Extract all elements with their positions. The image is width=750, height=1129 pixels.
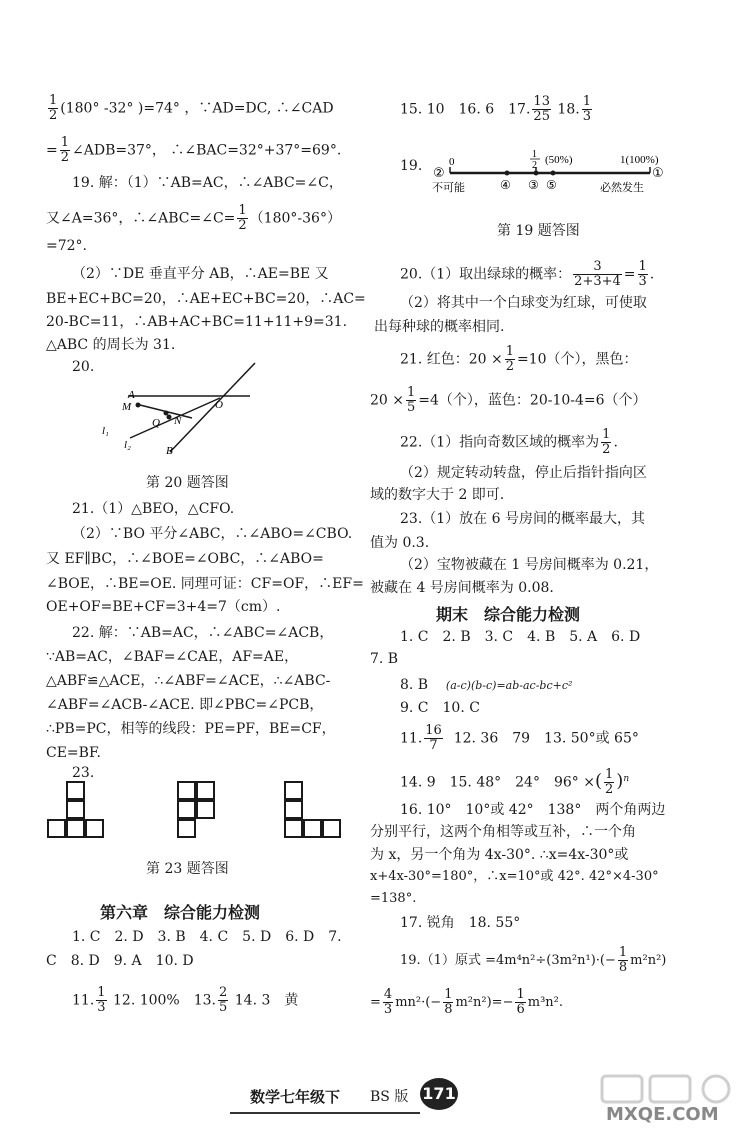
page-footer (230, 1078, 480, 1114)
line-l16: 22. 解：∵AB=AC，∴∠ABC=∠ACB， (72, 625, 334, 641)
nl-half-pct: (50%) (545, 154, 573, 166)
footer-book-title: 数学七年级下 (250, 1088, 341, 1106)
line-r17: 8. B (a-c)(b-c)=ab-ac-bc+c² (400, 677, 573, 693)
line-r8: 22.（1）指向奇数区域的概率为 $\frac{1}{2}$ . (400, 427, 618, 457)
fraction: $\frac{16}{7}$ (425, 723, 442, 753)
label-l1: l₁ (102, 425, 109, 437)
line-l9: △ABC 的周长为 31. (46, 337, 176, 353)
line-l15: OE+OF=BE+CF=3+4=7（cm）. (46, 599, 281, 615)
line-l19: ∠ABF=∠ACB-∠ACE. 即∠PBC=∠PCB， (46, 697, 324, 713)
line-l25: 11. $\frac{1}{3}$ 12. 100% 13. $\frac{2}{5}$ 14. 3 黄 (72, 985, 299, 1015)
line-r25: =138°. (370, 891, 417, 906)
line-l5: =72°. (46, 238, 87, 254)
line-l4: 又∠A=36°，∴∠ABC=∠C= $\frac{1}{2}$ （180°-36°） (46, 203, 341, 233)
line-r28: = $\frac{4}{3}$ mn²·(− $\frac{1}{8}$ m²n²)=− $\frac{1}{6}$ m³n². (370, 987, 564, 1017)
nl-marker-2: ② (433, 166, 445, 181)
fraction: $\frac{1}{5}$ (407, 385, 416, 415)
line-l12: （2）∵BO 平分∠ABC，∴∠ABO=∠CBO. (72, 526, 353, 542)
line-r10: 域的数字大于 2 即可. (370, 487, 505, 503)
line-l1: $\frac{1}{2}$ (180° -32° )=74° ，∵AD=DC, ∴∠CAD (49, 93, 334, 123)
line-l18: △ABF≌△ACE，∴∠ABF=∠ACE，∴∠ABC- (46, 673, 331, 689)
figure-23-caption: 第 23 题答图 (146, 861, 229, 877)
line-r4: （2）将其中一个白球变为红球，可使取 (400, 295, 647, 311)
fraction: $\frac{1}{6}$ (516, 987, 525, 1017)
fraction: $\frac{1}{2}$ (602, 427, 611, 457)
footer-rule (230, 1112, 420, 1114)
fraction: $\frac{1}{2}$ (605, 767, 614, 797)
nl-half-den: 2 (532, 160, 537, 171)
fraction: $\frac{1}{8}$ (444, 987, 453, 1017)
line-r12: 值为 0.3. (370, 535, 430, 551)
line-r3: 20.（1）取出绿球的概率： $\frac{3}{2+3+4}$ = $\frac{1}{3}$ . (400, 259, 655, 289)
line-r27: 19.（1）原式 =4m⁴n²÷(3m²n¹)·(− $\frac{1}{8}$ m²n²) (400, 945, 667, 975)
fraction: $\frac{1}{8}$ (618, 945, 628, 975)
line-r1: 15. 10 16. 6 17. $\frac{13}{25}$ 18. $\frac{1}{3}$ (400, 94, 591, 124)
line-l10: 20. (72, 359, 95, 375)
fraction: $\frac{1}{3}$ (582, 94, 591, 124)
fraction: $\frac{2}{5}$ (219, 985, 228, 1015)
line-l14: ∠BOE，∴BE=OE. 同理可证：CF=OF，∴EF= (46, 576, 364, 592)
nl-half-num: 1 (532, 149, 537, 160)
line-r15: 1. C 2. B 3. C 4. B 5. A 6. D (400, 629, 641, 645)
line-l20: ∴PB=PC，相等的线段：PE=PF，BE=CF， (46, 721, 336, 737)
fraction: $\frac{1}{3}$ (97, 985, 106, 1015)
nl-marker-4: ④ (500, 178, 511, 192)
line-r23: 为 x，另一个角为 4x-30°. ∴x=4x-30°或 (370, 847, 629, 863)
label-A: A (128, 389, 135, 401)
chapter6-heading: 第六章 综合能力检测 (100, 903, 261, 922)
line-l24: C 8. D 9. A 10. D (46, 953, 194, 969)
footer-edition: BS 版 (370, 1089, 409, 1105)
line-r26: 17. 锐角 18. 55° (400, 915, 521, 931)
figure-19-caption: 第 19 题答图 (497, 223, 580, 239)
final-exam-heading: 期末 综合能力检测 (436, 605, 581, 624)
line-r13: （2）宝物被藏在 1 号房间概率为 0.21， (400, 557, 659, 573)
fraction: $\frac{1}{2}$ (60, 135, 70, 165)
label-Q: Q (152, 417, 160, 429)
line-r2: 19. (400, 158, 423, 174)
line-l23: 1. C 2. D 3. B 4. C 5. D 6. D 7. (72, 929, 342, 945)
watermark-text: MXQE.COM (606, 1104, 719, 1125)
line-l11: 21.（1）△BEO，△CFO. (72, 501, 235, 517)
nl-marker-3: ③ (528, 178, 539, 192)
line-l13: 又 EF∥BC，∴∠BOE=∠OBC，∴∠ABO= (46, 551, 324, 567)
nl-marker-1: ① (652, 166, 664, 181)
fraction: $\frac{3}{2+3+4}$ (574, 259, 621, 289)
line-l3: 19. 解：（1）∵AB=AC，∴∠ABC=∠C， (72, 175, 343, 191)
fraction: $\frac{1}{2}$ (49, 93, 58, 123)
nl-certain: 必然发生 (600, 181, 644, 194)
line-l2: = $\frac{1}{2}$ ∠ADB=37°， ∴∠BAC=32°+37°=69°. (46, 135, 342, 165)
line-l8: 20-BC=11，∴AB+AC+BC=11+11+9=31. (46, 314, 348, 330)
line-r9: （2）规定转动转盘，停止后指针指向区 (400, 465, 647, 481)
line-l17: ∵AB=AC，∠BAF=∠CAE，AF=AE， (46, 649, 299, 665)
figure-20-caption: 第 20 题答图 (146, 475, 229, 491)
nl-marker-5: ⑤ (546, 178, 557, 192)
fraction: $\frac{13}{25}$ (533, 94, 550, 124)
line-r11: 23.（1）放在 6 号房间的概率最大，其 (400, 511, 645, 527)
label-N: N (174, 415, 182, 427)
line-r20: 14. 9 15. 48° 24° 96° ×( $\frac{1}{2}$ )$^n$ (400, 767, 630, 797)
label-M: M (122, 401, 132, 413)
fraction: $\frac{1}{2}$ (505, 344, 514, 374)
page-number: 171 (420, 1078, 458, 1110)
line-r6: 21. 红色：20 × $\frac{1}{2}$ =10（个），黑色： (400, 344, 638, 374)
line-r16: 7. B (370, 651, 399, 667)
fraction: $\frac{4}{3}$ (383, 987, 393, 1017)
line-l21: CE=BF. (46, 745, 101, 761)
figure-20-diagram (100, 358, 280, 458)
figure-23-diagram (40, 775, 350, 850)
label-B: B (166, 445, 173, 457)
line-l22: 23. (72, 765, 95, 781)
line-l7: BE+EC+BC=20，∴AE+EC+BC=20，∴AC= (46, 291, 366, 307)
figure-19-number-line (430, 145, 680, 195)
label-l2: l₂ (124, 439, 131, 451)
line-r5: 出每种球的概率相同. (374, 319, 505, 335)
label-O: O (215, 399, 223, 411)
line-r22: 分别平行，这两个角相等或互补，∴一个角 (370, 824, 636, 840)
nl-zero: 0 (449, 156, 455, 168)
line-r7: 20 × $\frac{1}{5}$ =4（个），蓝色：20-10-4=6（个） (370, 385, 647, 415)
fraction: $\frac{1}{3}$ (638, 259, 647, 289)
nl-impossible: 不可能 (432, 181, 465, 194)
line-r14: 被藏在 4 号房间概率为 0.08. (370, 580, 554, 596)
line-r18: 9. C 10. C (400, 700, 480, 716)
line-r19: 11. $\frac{16}{7}$ 12. 36 79 13. 50°或 65° (400, 723, 639, 753)
nl-one-pct: 1(100%) (620, 154, 659, 166)
line-r24: x+4x-30°=180°，∴x=10°或 42°. 42°×4-30° (370, 869, 659, 884)
fraction: $\frac{1}{2}$ (238, 203, 247, 233)
line-r21: 16. 10° 10°或 42° 138° 两个角两边 (400, 802, 666, 818)
line-l6: （2）∵DE 垂直平分 AB，∴AE=BE 又 (72, 266, 329, 282)
